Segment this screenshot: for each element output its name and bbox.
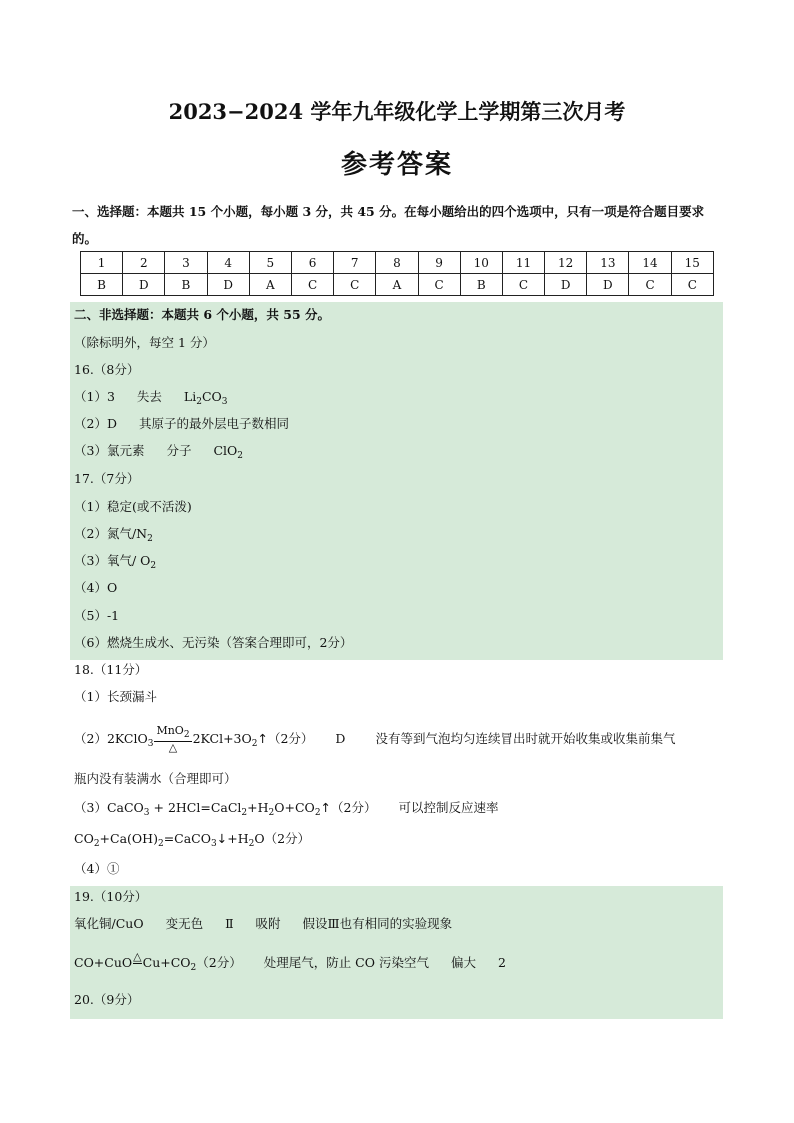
answer-cell: C bbox=[629, 274, 671, 296]
q16-answer-3b: 分子 bbox=[166, 443, 192, 458]
q17-line2: （2）氮气$/N_2$ bbox=[74, 526, 153, 544]
reaction-condition: $\frac{MnO_2}{\triangle}$ bbox=[156, 724, 190, 754]
q16-answer-2b: 其原子的最外层电子数相同 bbox=[138, 416, 289, 431]
answer-cell: C bbox=[671, 274, 713, 296]
answer-row bbox=[81, 274, 714, 296]
question-number-row bbox=[81, 252, 714, 274]
q17-heading: 17.（7分） bbox=[74, 471, 140, 486]
equation-kclo3: 2KClO$_3$ $\frac{MnO_2}{\triangle}$ $2KCl+3O_2↑$ bbox=[106, 724, 268, 754]
q17-line3: （3）氧气/ $O_2$ bbox=[74, 553, 157, 571]
q19-line1: 氧化铜/CuO 变无色 Ⅱ 吸附 假设Ⅲ也有相同的实验现象 bbox=[74, 916, 453, 931]
answer-cell: C bbox=[502, 274, 544, 296]
q18-line4: $CO_2+Ca(OH)_2=CaCO_3↓+H_2O(2$分） bbox=[74, 831, 311, 849]
q17-line5: （5）-1 bbox=[74, 608, 120, 623]
question-number-cell: 14 bbox=[629, 252, 671, 274]
question-number-cell: 2 bbox=[123, 252, 165, 274]
question-number-cell: 1 bbox=[81, 252, 123, 274]
q16-line2 bbox=[74, 411, 722, 437]
question-number-cell: 15 bbox=[671, 252, 713, 274]
q18-heading: 18.（11分） bbox=[74, 662, 148, 677]
question-number-cell: 10 bbox=[460, 252, 502, 274]
q18-line3: （3）CaCO$_3$ + $2HCl=CaCl_2+H_2O+CO_2↑(2$分） 可以控制反应速率 bbox=[74, 800, 499, 818]
q18-line1: （1）长颈漏斗 bbox=[74, 689, 157, 704]
reaction-condition: △ bbox=[133, 950, 142, 963]
part2-heading: 二、非选择题：本题共 6 个小题，共 55 分。 bbox=[74, 307, 331, 322]
equation-caco3: CaCO$_3$ + $2HCl=CaCl_2+H_2O+CO_2↑$ bbox=[106, 800, 332, 818]
answer-cell: B bbox=[165, 274, 207, 296]
q16-answer-2a: （2）D bbox=[74, 416, 117, 431]
answer-cell: C bbox=[291, 274, 333, 296]
question-number-cell: 5 bbox=[249, 252, 291, 274]
q16-line3 bbox=[74, 438, 722, 464]
answer-cell: C bbox=[418, 274, 460, 296]
answer-cell: B bbox=[460, 274, 502, 296]
question-number-cell: 13 bbox=[587, 252, 629, 274]
question-number-cell: 12 bbox=[545, 252, 587, 274]
question-number-cell: 7 bbox=[334, 252, 376, 274]
q19-heading: 19.（10分） bbox=[74, 889, 148, 904]
part2-note: （除标明外，每空 1 分） bbox=[74, 335, 215, 350]
q16-answer-1b: 失去 bbox=[136, 389, 162, 404]
q16-answer-1a: （1）3 bbox=[74, 389, 115, 404]
answer-cell: C bbox=[334, 274, 376, 296]
answer-cell: D bbox=[207, 274, 249, 296]
q16-answer-1c: $Li_2CO_3$ bbox=[183, 389, 228, 407]
q20-heading: 20.（9分） bbox=[74, 992, 140, 1007]
question-number-cell: 4 bbox=[207, 252, 249, 274]
answer-cell: D bbox=[545, 274, 587, 296]
q16-answer-3c: ClO$_2$ bbox=[213, 443, 243, 461]
answer-cell: D bbox=[123, 274, 165, 296]
q16-answer-3a: （3）氯元素 bbox=[74, 443, 145, 458]
q18-line2-cont: 瓶内没有装满水（合理即可） bbox=[74, 771, 237, 786]
part1-intro: 一、选择题：本题共 15 个小题，每小题 3 分，共 45 分。在每小题给出的四个选项中，只有一项是符合题目要求的。 bbox=[72, 204, 705, 246]
q16-heading: 16.（8分） bbox=[74, 362, 140, 377]
question-number-cell: 6 bbox=[291, 252, 333, 274]
q17-line1: （1）稳定(或不活泼) bbox=[74, 499, 192, 514]
question-number-cell: 3 bbox=[165, 252, 207, 274]
answer-cell: B bbox=[81, 274, 123, 296]
q18-line2: （2）2KClO$_3$ $\frac{MnO_2}{\triangle}$ $2KCl+3O_2↑(2$分） D 没有等到气泡均匀连续冒出时就开始收集或收集前集气 bbox=[74, 724, 676, 754]
answer-table bbox=[80, 251, 714, 296]
q19-line2: CO+CuO △ $Cu+CO_2(2$分） 处理尾气，防止 CO 污染空气 偏大 2 bbox=[74, 946, 722, 980]
question-number-cell: 11 bbox=[502, 252, 544, 274]
answer-cell: D bbox=[587, 274, 629, 296]
equation-co-cuo: CO+CuO △ $Cu+CO_2$ bbox=[74, 955, 196, 970]
answer-cell: A bbox=[376, 274, 418, 296]
question-number-cell: 9 bbox=[418, 252, 460, 274]
page-subtitle: 参考答案 bbox=[340, 150, 453, 180]
q17-line6: （6）燃烧生成水、无污染（答案合理即可，2分） bbox=[74, 635, 353, 650]
page-title: 2023−2024 学年九年级化学上学期第三次月考 bbox=[168, 99, 626, 124]
q16-line1 bbox=[74, 384, 722, 410]
q17-line4: （4）O bbox=[74, 580, 118, 595]
q18-line5: （4）① bbox=[74, 861, 120, 876]
answer-cell: A bbox=[249, 274, 291, 296]
question-number-cell: 8 bbox=[376, 252, 418, 274]
